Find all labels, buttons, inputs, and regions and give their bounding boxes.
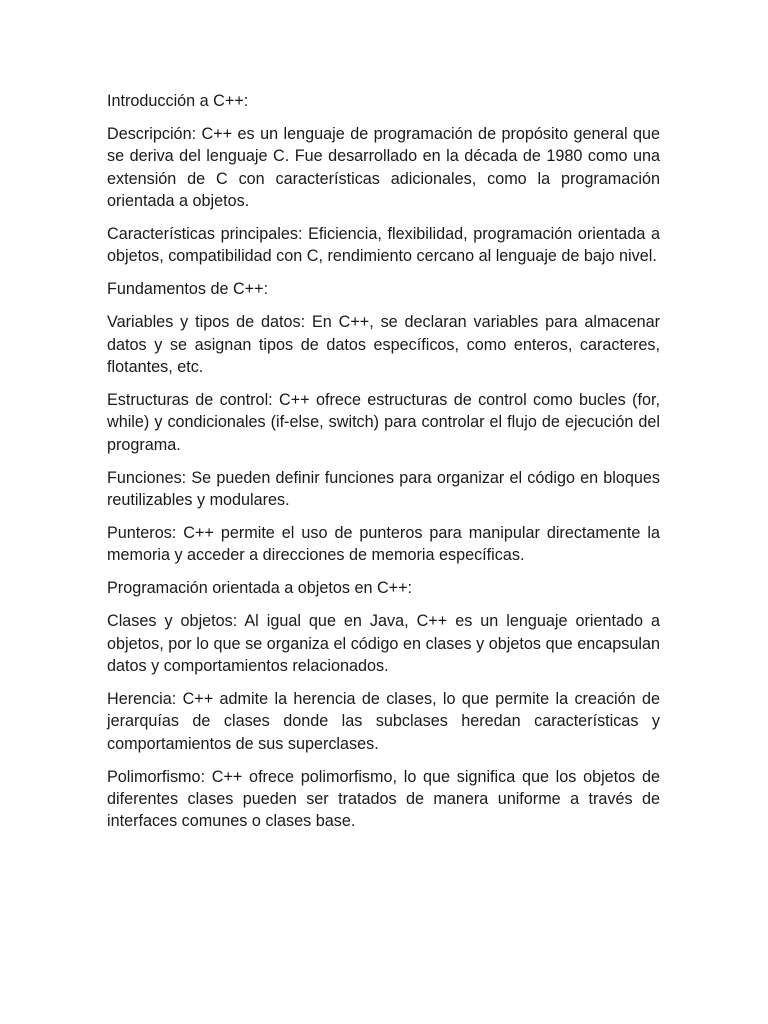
paragraph-description: Descripción: C++ es un lenguaje de programación de propósito general que se deriva del lenguaje C. Fue desarrollado en la década de 1980 como una extensión de C con características adicionales, como la programación orientada a objetos. <box>107 124 660 211</box>
paragraph-polymorphism: Polimorfismo: C++ ofrece polimorfismo, lo que significa que los objetos de diferentes clases pueden ser tratados de manera uniforme a través de interfaces comunes o clases base. <box>107 767 660 831</box>
section-heading-intro: Introducción a C++: <box>107 92 249 110</box>
paragraph-classes-objects: Clases y objetos: Al igual que en Java, C++ es un lenguaje orientado a objetos, por lo que se organiza el código en clases y objetos que encapsulan datos y comportamientos relacionados. <box>107 612 660 676</box>
paragraph-main-features: Características principales: Eficiencia, flexibilidad, programación orientada a objetos, compatibilidad con C, rendimiento cercano al lenguaje de bajo nivel. <box>107 225 660 266</box>
paragraph-pointers: Punteros: C++ permite el uso de punteros para manipular directamente la memoria y acceder a direcciones de memoria específicas. <box>107 524 660 565</box>
paragraph-variables: Variables y tipos de datos: En C++, se declaran variables para almacenar datos y se asignan tipos de datos específicos, como enteros, caracteres, flotantes, etc. <box>107 313 660 377</box>
section-heading-oop: Programación orientada a objetos en C++: <box>107 579 413 598</box>
paragraph-functions: Funciones: Se pueden definir funciones para organizar el código en bloques reutilizables y modulares. <box>107 468 660 510</box>
document-body <box>107 90 660 843</box>
paragraph-inheritance: Herencia: C++ admite la herencia de clases, lo que permite la creación de jerarquías de clases donde las subclases heredan características y comportamientos de sus superclases. <box>107 689 660 753</box>
section-heading-fundamentals: Fundamentos de C++: <box>107 280 269 299</box>
paragraph-control-structures: Estructuras de control: C++ ofrece estructuras de control como bucles (for, while) y condicionales (if-else, switch) para controlar el flujo de ejecución del programa. <box>107 390 660 454</box>
